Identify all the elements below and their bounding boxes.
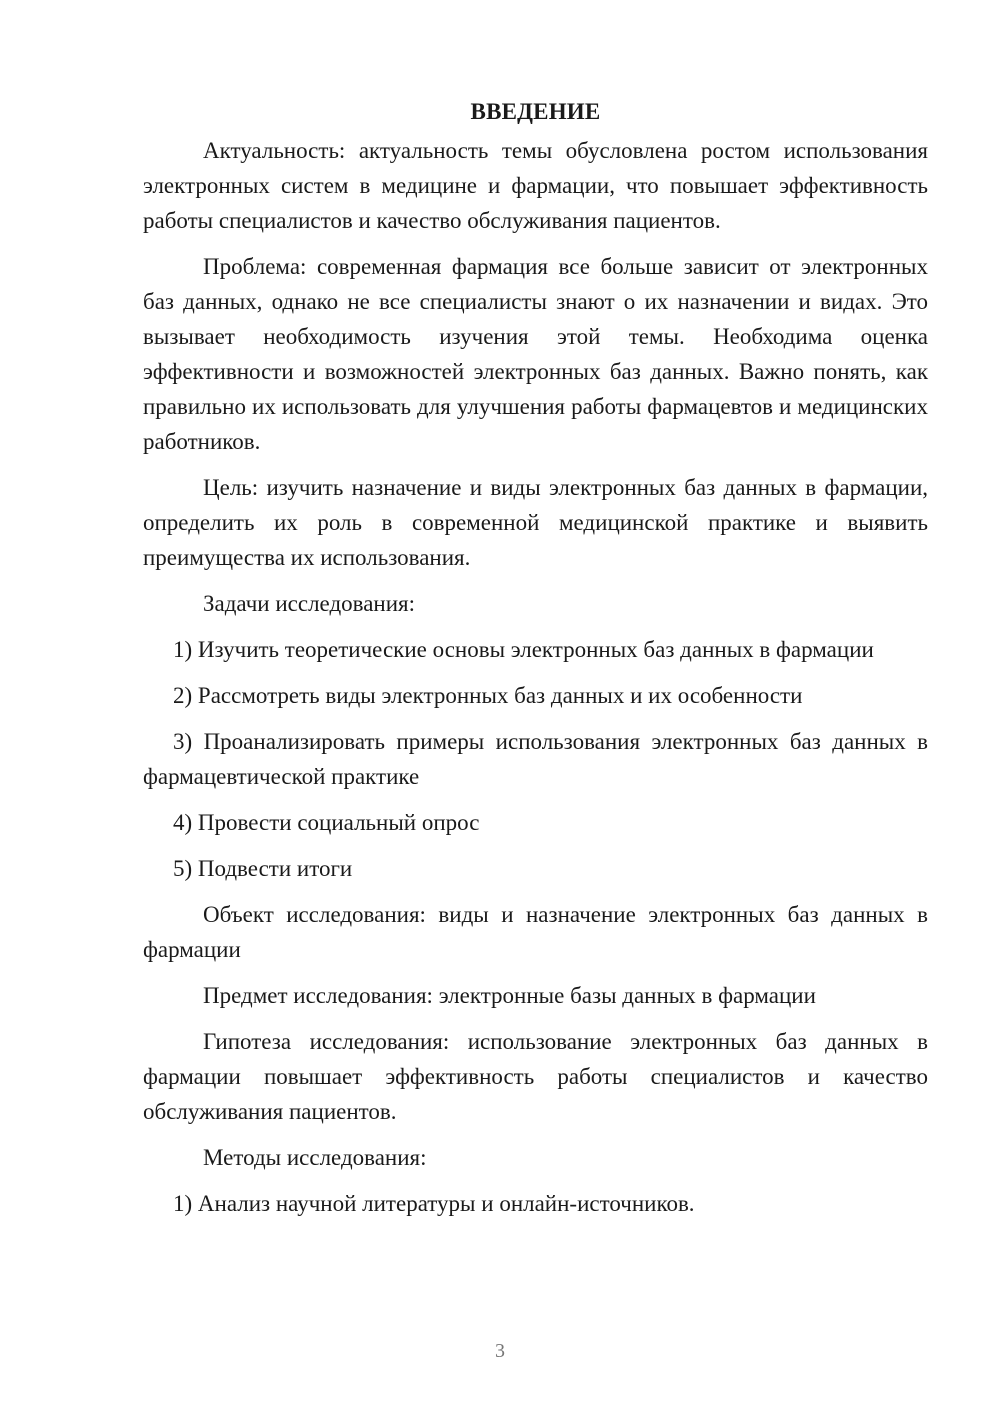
task-item: 3) Проанализировать примеры использования электронных баз данных в фармацевтической практике (143, 729, 928, 789)
methods-heading: Методы исследования: (203, 1145, 427, 1170)
task-item: 4) Провести социальный опрос (173, 810, 480, 835)
hypothesis-paragraph: Гипотеза исследования: использование электронных баз данных в фармации повышает эффективность работы специалистов и качество обслуживания пациентов. (143, 1029, 928, 1124)
goal-paragraph: Цель: изучить назначение и виды электронных баз данных в фармации, определить их роль в современной медицинской практике и выявить преимущества их использования. (143, 475, 928, 570)
method-item: 1) Анализ научной литературы и онлайн-источников. (173, 1191, 695, 1216)
tasks-heading: Задачи исследования: (203, 591, 416, 616)
object-paragraph: Объект исследования: виды и назначение электронных баз данных в фармации (143, 902, 928, 962)
relevance-paragraph: Актуальность: актуальность темы обусловлена ростом использования электронных систем в медицине и фармации, что повышает эффективность работы специалистов и качество обслуживания пациентов. (143, 138, 928, 233)
page-number: 3 (495, 1340, 505, 1362)
section-heading: ВВЕДЕНИЕ (470, 99, 601, 124)
task-item: 2) Рассмотреть виды электронных баз данных и их особенности (173, 683, 803, 708)
task-item: 5) Подвести итоги (173, 856, 353, 881)
subject-paragraph: Предмет исследования: электронные базы данных в фармации (203, 983, 816, 1008)
task-item: 1) Изучить теоретические основы электронных баз данных в фармации (173, 637, 874, 662)
problem-paragraph: Проблема: современная фармация все больше зависит от электронных баз данных, однако не все специалисты знают о их назначении и видах. Это вызывает необходимость изучения этой темы. Необходима оценка эффективности и возможностей электронных баз данных. Важно понять, как правильно их использовать для улучшения работы фармацевтов и медицинских работников. (143, 254, 928, 454)
